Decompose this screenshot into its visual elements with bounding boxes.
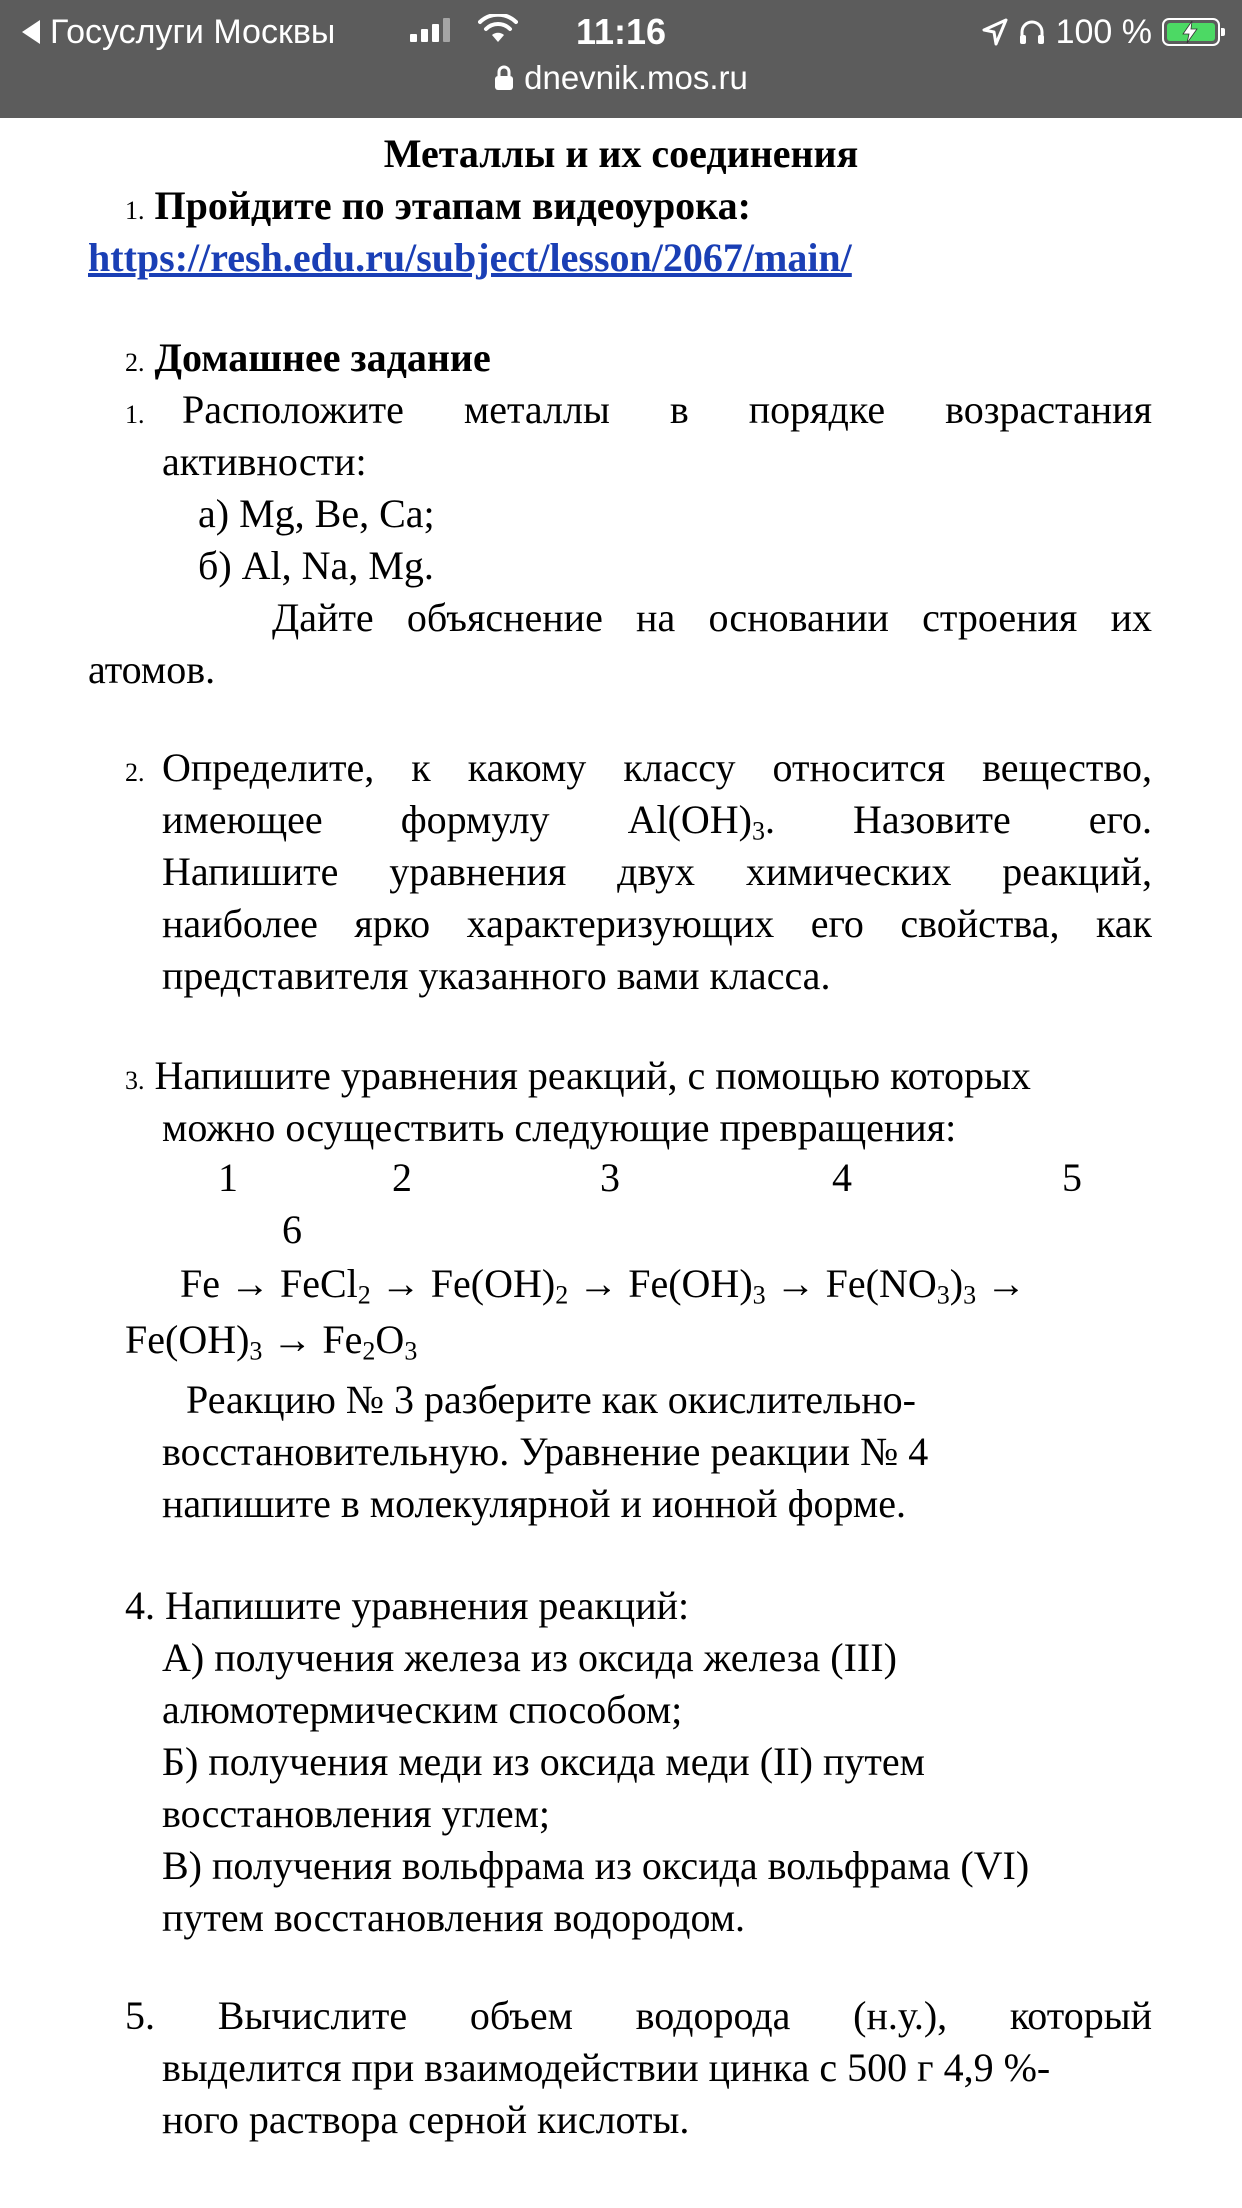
word: уравнения: [389, 849, 567, 894]
lesson-link-row: [88, 232, 852, 284]
reaction-chain-line-1: Fe → FeCl$_2$ → $Fe(OH)_2 \to Fe(OH)_3 \to Fe(NO_3)_3$ →: [180, 1261, 1027, 1310]
word: как: [1095, 901, 1152, 946]
charging-bolt-icon: [1182, 21, 1198, 43]
task-2-line-2: [162, 794, 1152, 846]
battery-icon: [1162, 18, 1220, 46]
step-2-text: Домашнее задание: [154, 335, 491, 380]
step-2: [125, 332, 491, 389]
word: металлы: [463, 387, 610, 432]
lock-icon: [494, 65, 514, 91]
list-number: 5.: [125, 1993, 155, 2038]
battery-percent: 100 %: [1055, 13, 1152, 51]
word: их: [1110, 595, 1152, 640]
task-2-line-5: представителя указанного вами класса.: [162, 953, 831, 998]
step-number: 1: [218, 1155, 238, 1200]
task-2-line-1: [162, 742, 1152, 794]
word: вещество,: [982, 745, 1152, 790]
word: водорода: [635, 1993, 791, 2038]
formula-aloh3: $Al(OH)_3$.: [627, 797, 775, 846]
task-4-b-line-2: восстановления углем;: [162, 1791, 551, 1836]
word: объяснение: [406, 595, 603, 640]
task-3-note-3: напишите в молекулярной и ионной форме.: [162, 1481, 906, 1526]
list-number: 1.: [125, 400, 145, 429]
step-number: 4: [832, 1155, 852, 1200]
task-4-a-line-1: А) получения железа из оксида железа (III): [162, 1635, 897, 1680]
word: классу: [623, 745, 736, 790]
task-1-line-1: [182, 384, 1152, 436]
word: характеризующих: [466, 901, 775, 946]
word: Дайте: [272, 595, 374, 640]
headphones-icon: [1018, 18, 1046, 46]
step-number: 6: [282, 1207, 302, 1252]
task-4-a-line-2: алюмотермическим способом;: [162, 1687, 683, 1732]
word: строения: [922, 595, 1078, 640]
word: его.: [1088, 797, 1152, 842]
word: наиболее: [162, 901, 318, 946]
word: основании: [708, 595, 889, 640]
word: объем: [469, 1993, 573, 2038]
step-number: 3: [600, 1155, 620, 1200]
task-1-line-2: активности:: [162, 439, 367, 484]
task-4-b-line-1: Б) получения меди из оксида меди (II) путем: [162, 1739, 925, 1784]
word: Вычислите: [217, 1993, 408, 2038]
back-app-label: Госуслуги Москвы: [50, 13, 336, 51]
word: Напишите: [162, 849, 339, 894]
task-1-explanation: [272, 592, 1152, 644]
word: возрастания: [945, 387, 1152, 432]
task-2-line-3: [162, 846, 1152, 898]
step-number: 5: [1062, 1155, 1082, 1200]
task-4-heading: 4. Напишите уравнения реакций:: [125, 1583, 690, 1628]
list-number: 2.: [125, 348, 145, 377]
status-bar: [0, 0, 1242, 118]
word: свойства,: [900, 901, 1060, 946]
word: двух: [617, 849, 695, 894]
task-5-line-2: выделится при взаимодействии цинка с 500 г 4,9 %-: [162, 2045, 1051, 2090]
word: к: [411, 745, 431, 790]
task-1-explanation-end: атомов.: [88, 647, 216, 692]
word: формулу: [400, 797, 550, 842]
task-3-line-2: можно осуществить следующие превращения:: [162, 1105, 957, 1150]
list-number: 2.: [125, 758, 145, 787]
word: имеющее: [162, 797, 323, 842]
word: в: [669, 387, 689, 432]
task-1-option-b: б) Al, Na, Mg.: [198, 543, 434, 588]
url-text: dnevnik.mos.ru: [524, 59, 748, 96]
word: который: [1009, 1993, 1152, 2038]
task-4-c-line-2: путем восстановления водородом.: [162, 1895, 746, 1940]
lesson-link[interactable]: https://resh.edu.ru/subject/lesson/2067/main/: [88, 235, 852, 280]
address-bar[interactable]: [0, 58, 1242, 98]
task-2-line-4: [162, 898, 1152, 950]
location-arrow-icon: [982, 18, 1008, 46]
task-3-line-1: [125, 1050, 1031, 1107]
task-1-number: [125, 384, 145, 441]
step-number: 2: [392, 1155, 412, 1200]
word: реакций,: [1002, 849, 1152, 894]
task-3-note-2: восстановительную. Уравнение реакции № 4: [162, 1429, 929, 1474]
reaction-chain-line-2: $Fe(OH)_3 \to Fe_2O_3$: [125, 1317, 418, 1366]
word: химических: [745, 849, 952, 894]
clock: 11:16: [575, 11, 667, 52]
word: относится: [772, 745, 946, 790]
task-4-c-line-1: В) получения вольфрама из оксида вольфрама (VI): [162, 1843, 1030, 1888]
word: его: [810, 901, 864, 946]
task-1-option-a: а) Mg, Be, Ca;: [198, 491, 435, 536]
list-number: 3.: [125, 1066, 145, 1095]
task-5-line-1: [125, 1990, 1152, 2042]
list-number: 1.: [125, 196, 145, 225]
word: (н.у.),: [853, 1993, 948, 2038]
step-1: [125, 180, 751, 237]
word: Определите,: [162, 745, 375, 790]
task-3-note-1: Реакцию № 3 разберите как окислительно-: [186, 1377, 916, 1422]
task-5-line-3: ного раствора серной кислоты.: [162, 2097, 690, 2142]
word: Назовите: [853, 797, 1011, 842]
word: какому: [467, 745, 587, 790]
task-3-text: Напишите уравнения реакций, с помощью которых: [154, 1053, 1031, 1098]
word: Расположите: [182, 387, 404, 432]
page-title: Металлы и их соединения: [383, 131, 859, 176]
word: порядке: [748, 387, 886, 432]
word: ярко: [354, 901, 431, 946]
word: на: [636, 595, 676, 640]
task-2-number: [125, 742, 145, 799]
step-1-text: Пройдите по этапам видеоурока:: [154, 183, 751, 228]
